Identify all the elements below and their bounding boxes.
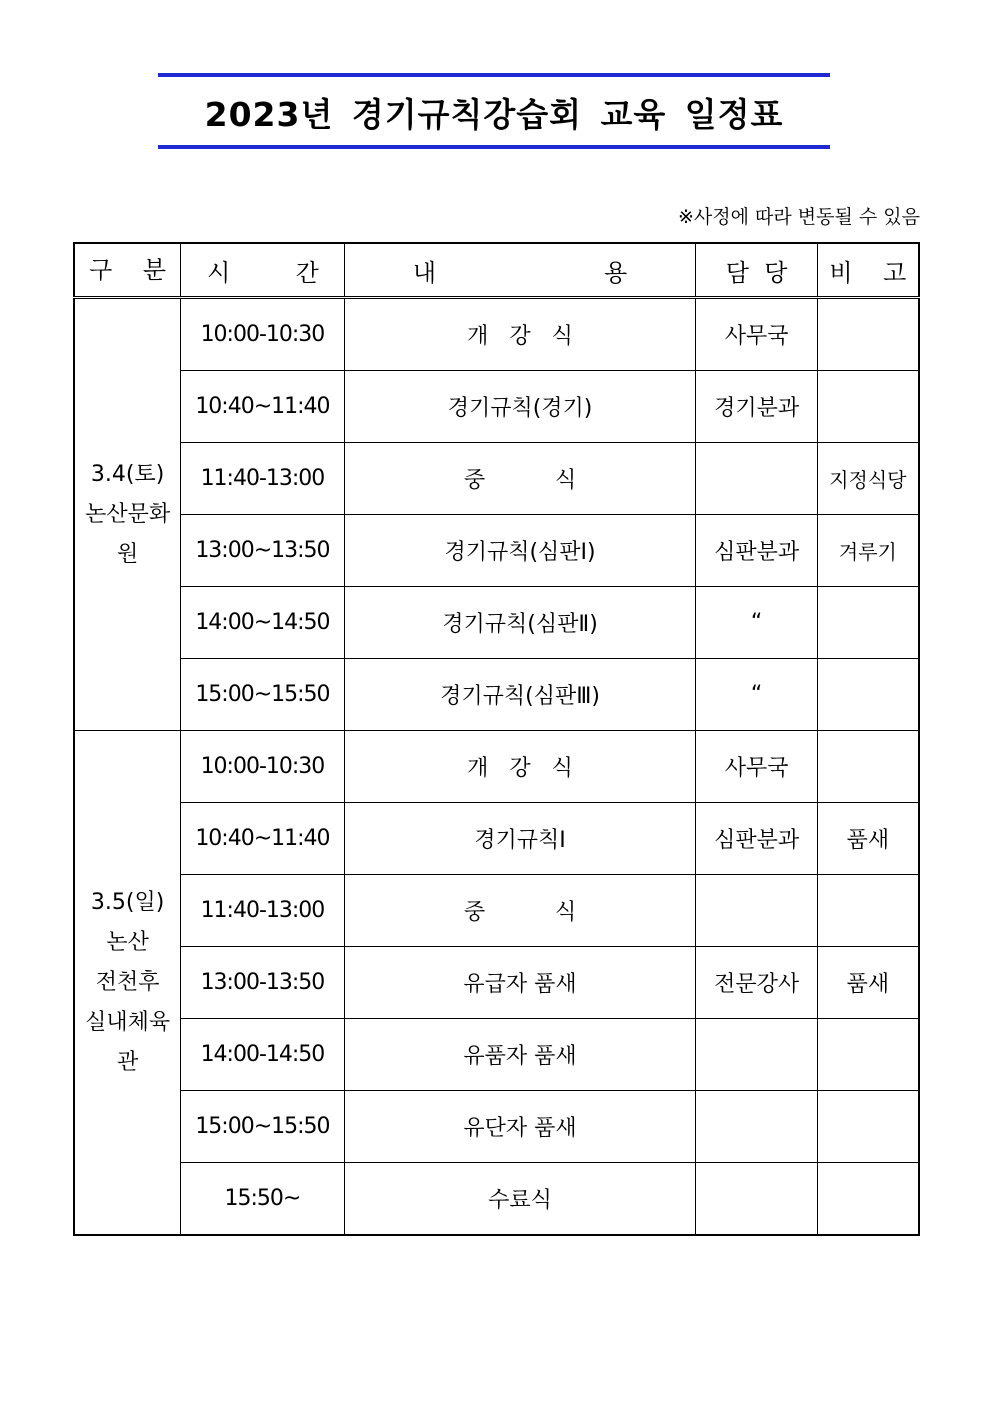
time-cell: 13:00~13:50 — [181, 515, 344, 587]
header-division: 구 분 — [74, 243, 181, 298]
table-row — [74, 731, 919, 803]
remarks-cell — [817, 875, 919, 947]
responsible-cell — [696, 875, 817, 947]
responsible-cell — [696, 1163, 817, 1236]
responsible-ditto-cell: “ — [696, 587, 817, 659]
time-cell: 10:00-10:30 — [181, 731, 344, 803]
content-cell: 경기규칙(심판Ⅰ) — [344, 515, 696, 587]
time-cell: 11:40-13:00 — [181, 875, 344, 947]
content-cell: 유단자 품새 — [344, 1091, 696, 1163]
remarks-cell: 지정식당 — [817, 443, 919, 515]
change-notice: ※사정에 따라 변동될 수 있음 — [678, 206, 920, 228]
session-place-line: 전천후 — [95, 969, 160, 995]
content-cell: 경기규칙(경기) — [344, 371, 696, 443]
table-row — [74, 443, 919, 515]
responsible-cell: 경기분과 — [696, 371, 817, 443]
table-row — [74, 1019, 919, 1091]
remarks-cell: 품새 — [817, 803, 919, 875]
table-row — [74, 515, 919, 587]
content-cell: 경기규칙(심판Ⅲ) — [344, 659, 696, 731]
remarks-cell — [817, 731, 919, 803]
content-cell: 유품자 품새 — [344, 1019, 696, 1091]
remarks-cell — [817, 371, 919, 443]
division-cell-day1 — [74, 298, 181, 731]
content-cell: 유급자 품새 — [344, 947, 696, 1019]
responsible-cell — [696, 1091, 817, 1163]
content-cell: 경기규칙(심판Ⅱ) — [344, 587, 696, 659]
table-row — [74, 1091, 919, 1163]
content-cell: 개 강 식 — [344, 298, 696, 371]
division-cell-day2 — [74, 731, 181, 1236]
content-cell: 경기규칙Ⅰ — [344, 803, 696, 875]
header-responsible: 담 당 — [696, 243, 817, 298]
time-cell: 14:00-14:50 — [181, 1019, 344, 1091]
title-bottom-rule — [158, 145, 830, 149]
table-row — [74, 803, 919, 875]
time-cell: 10:40~11:40 — [181, 803, 344, 875]
time-cell: 15:00~15:50 — [181, 659, 344, 731]
schedule-table — [73, 242, 920, 1236]
time-cell: 10:40~11:40 — [181, 371, 344, 443]
header-content: 내 용 — [344, 243, 696, 298]
session-place-line: 논산 — [106, 929, 149, 955]
remarks-cell — [817, 1019, 919, 1091]
remarks-cell — [817, 298, 919, 371]
table-row — [74, 947, 919, 1019]
time-cell: 15:50~ — [181, 1163, 344, 1236]
responsible-cell — [696, 1019, 817, 1091]
session-date: 3.4(토) — [90, 461, 165, 487]
remarks-cell — [817, 587, 919, 659]
page-title: 2023년 경기규칙강습회 교육 일정표 — [204, 94, 784, 134]
table-row — [74, 1163, 919, 1236]
responsible-cell — [696, 443, 817, 515]
responsible-cell: 사무국 — [696, 731, 817, 803]
table-row — [74, 587, 919, 659]
remarks-cell: 겨루기 — [817, 515, 919, 587]
responsible-cell: 전문강사 — [696, 947, 817, 1019]
table-row — [74, 298, 919, 371]
session-place-line: 실내체육관 — [85, 1009, 171, 1075]
content-cell: 개 강 식 — [344, 731, 696, 803]
content-cell: 수료식 — [344, 1163, 696, 1236]
remarks-cell: 품새 — [817, 947, 919, 1019]
responsible-cell: 심판분과 — [696, 515, 817, 587]
remarks-cell — [817, 1163, 919, 1236]
time-cell: 11:40-13:00 — [181, 443, 344, 515]
responsible-cell: 심판분과 — [696, 803, 817, 875]
time-cell: 15:00~15:50 — [181, 1091, 344, 1163]
responsible-ditto-cell: “ — [696, 659, 817, 731]
table-row — [74, 371, 919, 443]
header-time: 시 간 — [181, 243, 344, 298]
session-date: 3.5(일) — [90, 889, 165, 915]
time-cell: 10:00-10:30 — [181, 298, 344, 371]
remarks-cell — [817, 1091, 919, 1163]
header-row — [74, 243, 919, 298]
content-cell: 중 식 — [344, 443, 696, 515]
header-remarks: 비 고 — [817, 243, 919, 298]
content-cell: 중 식 — [344, 875, 696, 947]
table-row — [74, 875, 919, 947]
title-top-rule — [158, 73, 830, 77]
responsible-cell: 사무국 — [696, 298, 817, 371]
table-row — [74, 659, 919, 731]
remarks-cell — [817, 659, 919, 731]
time-cell: 14:00~14:50 — [181, 587, 344, 659]
time-cell: 13:00-13:50 — [181, 947, 344, 1019]
session-place: 논산문화원 — [85, 501, 171, 567]
